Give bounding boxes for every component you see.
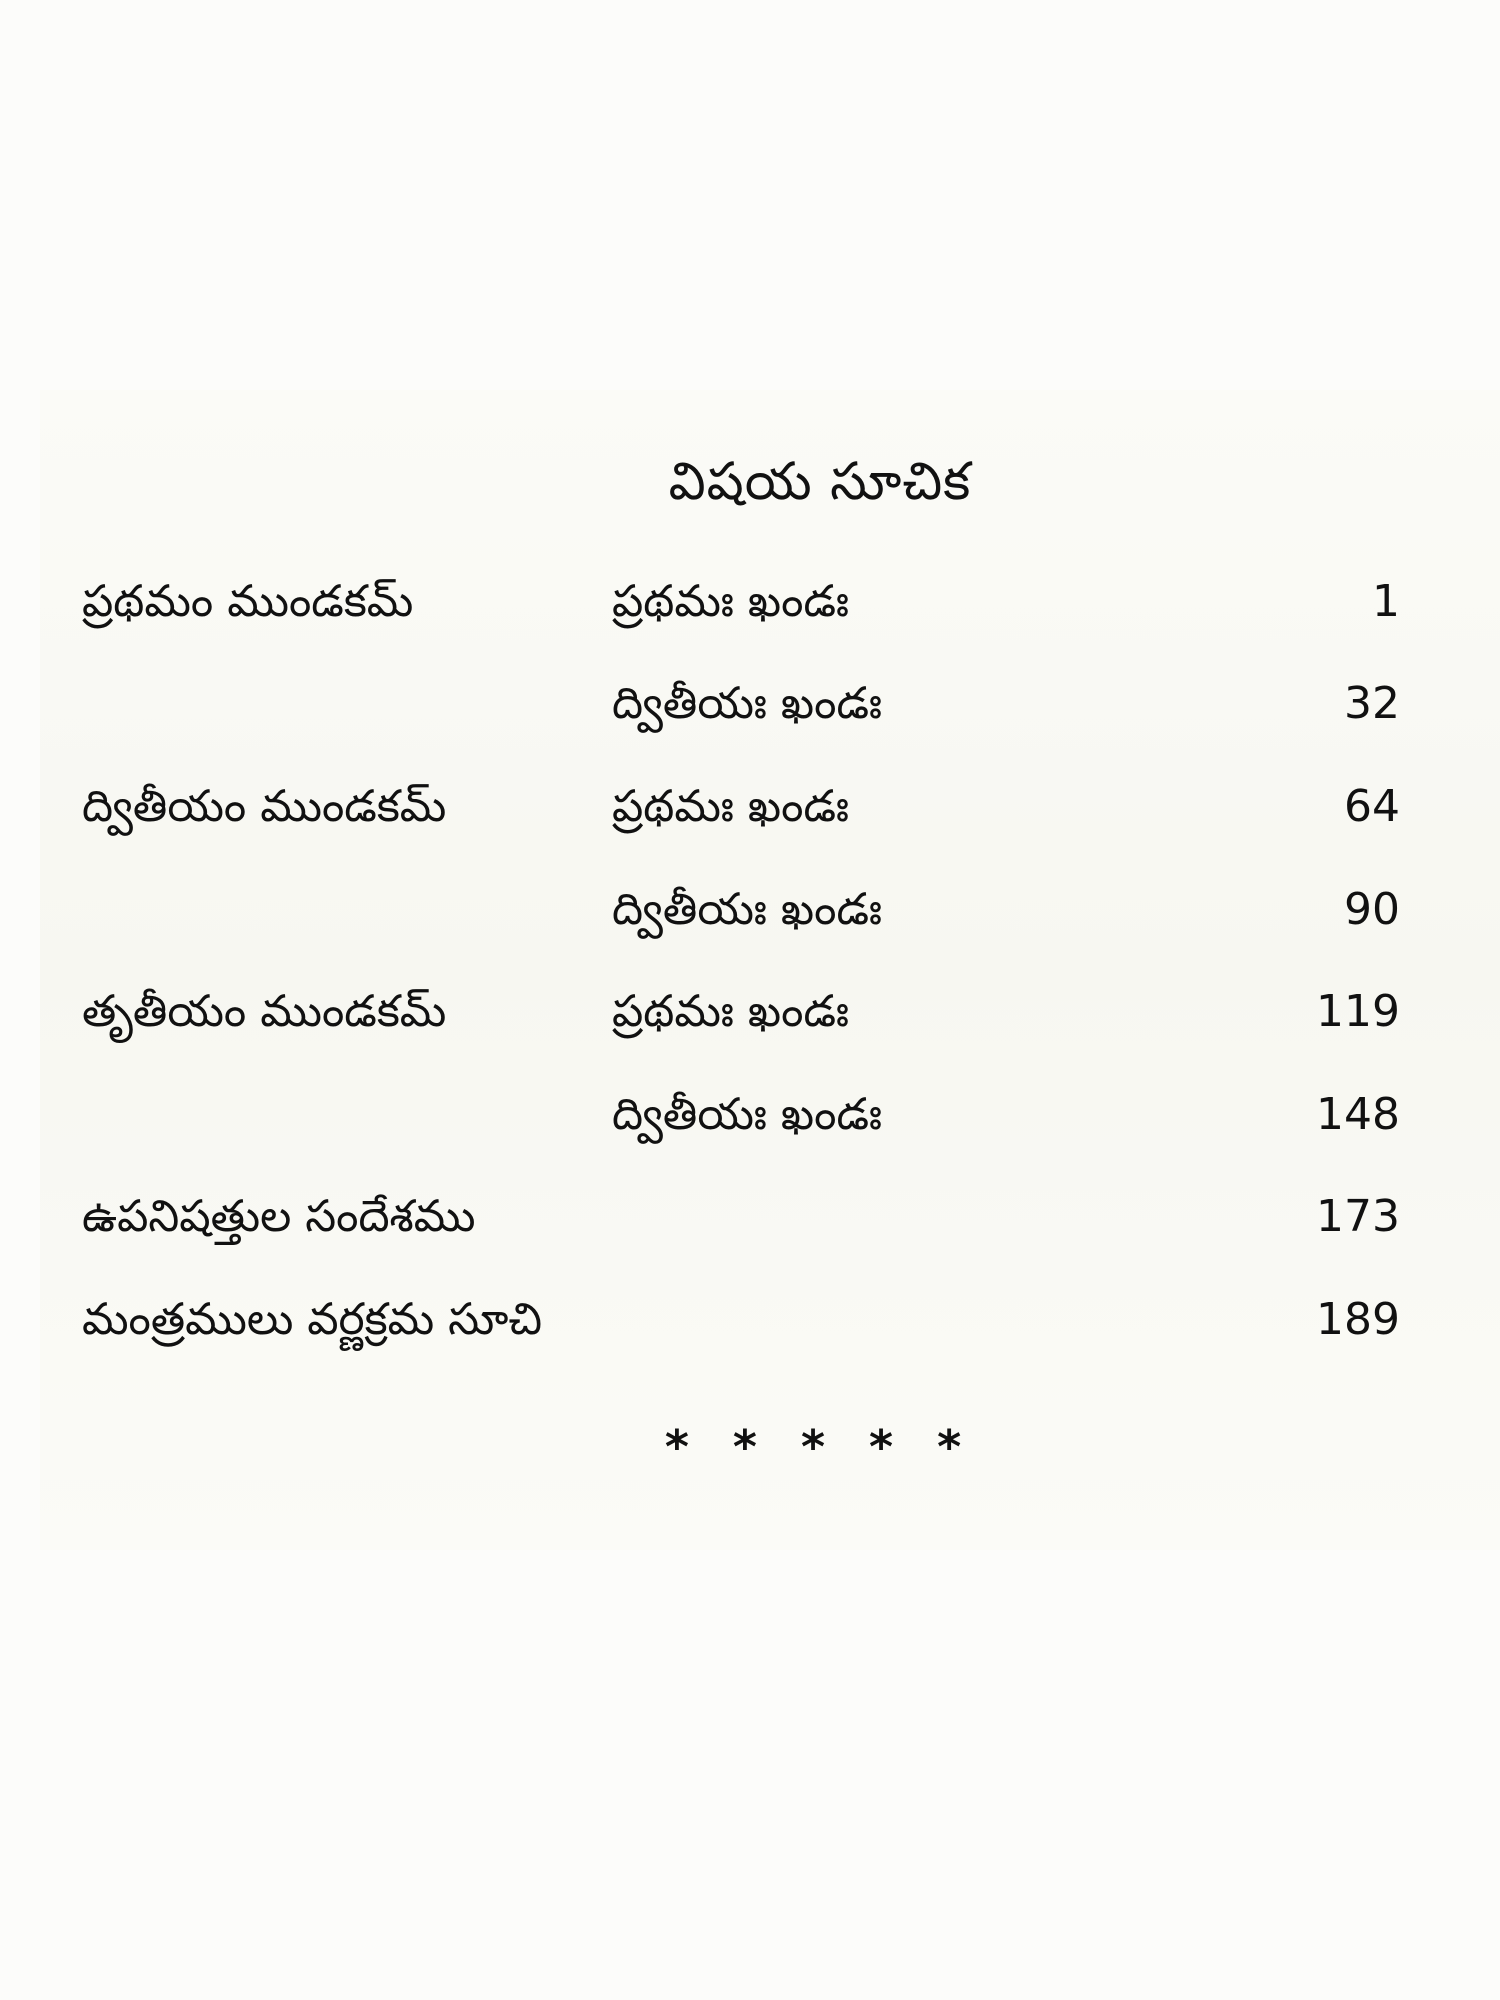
toc-part-label: ప్రథమః ఖండః — [612, 576, 850, 627]
toc-page-number: 173 — [1316, 1191, 1400, 1242]
toc-page-number: 1 — [1372, 576, 1400, 627]
end-ornament: * * * * * — [664, 1420, 976, 1474]
toc-part-label: ద్వితీయః ఖండః — [612, 678, 883, 729]
toc-page-number: 32 — [1344, 678, 1400, 729]
toc-section-label: ఉపనిషత్తుల సందేశము — [82, 1191, 476, 1242]
toc-page-number: 90 — [1344, 884, 1400, 935]
toc-part-label: ప్రథమః ఖండః — [612, 986, 850, 1037]
toc-page-number: 189 — [1316, 1294, 1400, 1345]
toc-part-label: ప్రథమః ఖండః — [612, 781, 850, 832]
page-background-bleed — [40, 390, 1500, 1550]
toc-part-label: ద్వితీయః ఖండః — [612, 884, 883, 935]
toc-page-number: 64 — [1344, 781, 1400, 832]
toc-page-number: 119 — [1316, 986, 1400, 1037]
toc-section-label: ప్రథమం ముండకమ్ — [82, 576, 414, 627]
toc-section-label: మంత్రములు వర్ణక్రమ సూచి — [82, 1294, 543, 1345]
toc-section-label: తృతీయం ముండకమ్ — [82, 986, 447, 1037]
toc-page-number: 148 — [1316, 1089, 1400, 1140]
toc-part-label: ద్వితీయః ఖండః — [612, 1089, 883, 1140]
page-title: విషయ సూచిక — [668, 452, 972, 512]
toc-section-label: ద్వితీయం ముండకమ్ — [82, 781, 447, 832]
